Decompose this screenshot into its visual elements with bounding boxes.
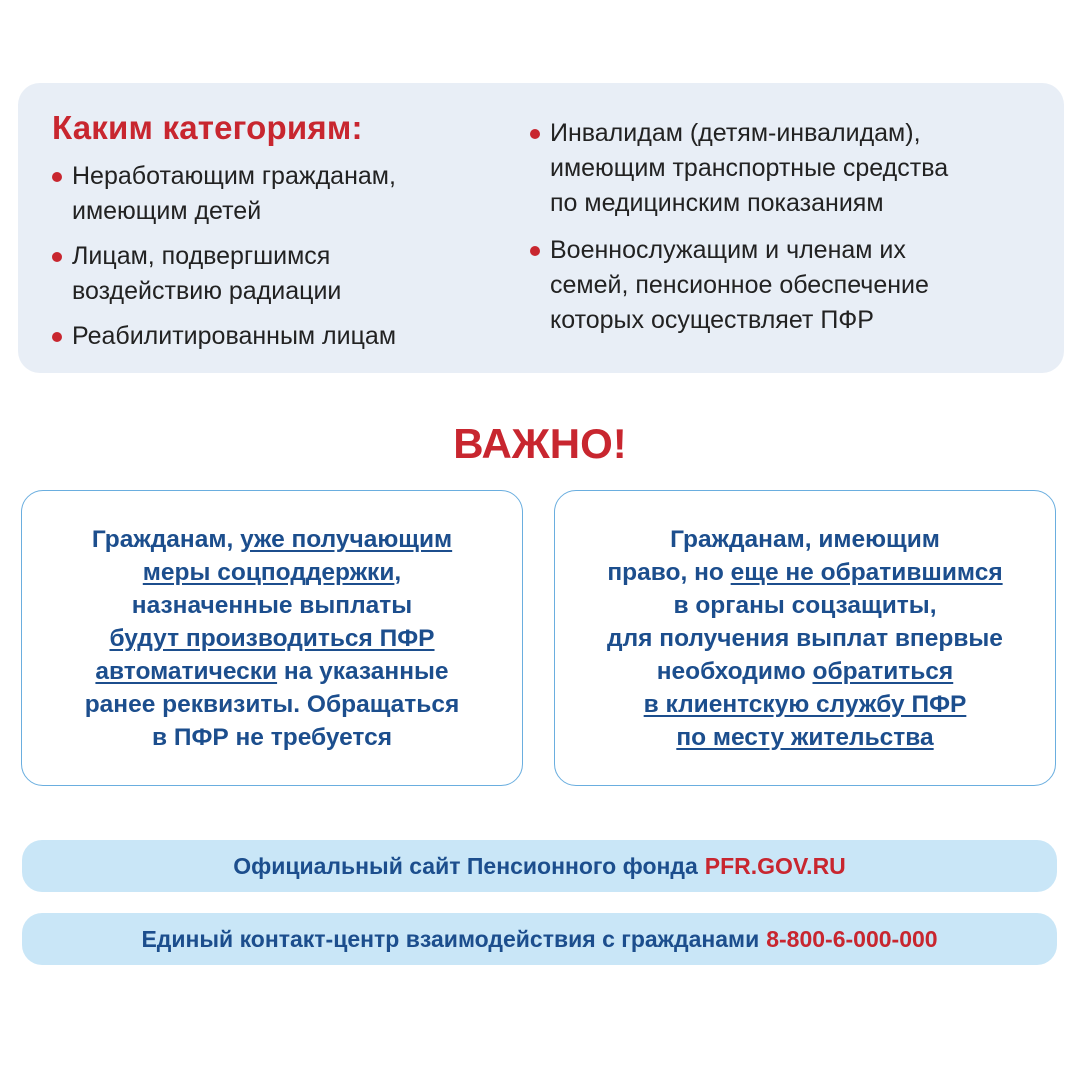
official-site-bar [22, 840, 1057, 892]
info-text-plain: Гражданам, имеющим право, но [607, 525, 940, 586]
info-box-existing-recipients [21, 490, 523, 786]
bullet-dot-icon [52, 332, 62, 342]
category-item [52, 239, 492, 309]
category-item [530, 233, 1050, 338]
info-box-text [607, 523, 1003, 754]
official-site-label: Официальный сайт Пенсионного фонда [233, 852, 698, 879]
categories-panel [18, 83, 1064, 373]
category-item [530, 116, 1050, 221]
contact-center-bar [22, 913, 1057, 965]
categories-right-column [530, 116, 1050, 350]
bullet-dot-icon [52, 252, 62, 262]
bullet-dot-icon [530, 129, 540, 139]
category-item-text: Неработающим гражданам, имеющим детей [72, 162, 396, 225]
info-text-plain: , назначенные выплаты [131, 558, 413, 619]
info-text-emphasis: уже получающим меры соцподдержки [142, 525, 453, 586]
contact-center-label: Единый контакт-центр взаимодействия с гражданами [141, 925, 760, 952]
important-heading: ВАЖНО! [453, 420, 627, 467]
category-item-text: Инвалидам (детям-инвалидам), имеющим транспортные средства по медицинским показаниям [550, 119, 949, 217]
info-text-plain: на указанные ранее реквизиты. Обращаться в ПФР не требуется [84, 657, 460, 751]
info-text-emphasis: будут производиться ПФР автоматически [95, 624, 435, 685]
official-site-link[interactable]: PFR.GOV.RU [704, 852, 846, 879]
info-text-emphasis: еще не обратившимся [730, 558, 1003, 586]
info-box-text [85, 523, 460, 754]
info-text-emphasis: обратиться в клиентскую службу ПФР по месту жительства [643, 657, 967, 751]
info-text-plain: в органы соцзащиты, для получения выплат впервые необходимо [607, 591, 1003, 685]
category-item-text: Лицам, подвергшимся воздействию радиации [72, 242, 342, 305]
category-item-text: Реабилитированным лицам [72, 322, 397, 350]
categories-left-column [52, 159, 492, 364]
bullet-dot-icon [530, 246, 540, 256]
category-item [52, 159, 492, 229]
info-box-new-applicants [554, 490, 1056, 786]
category-item-text: Военнослужащим и членам их семей, пенсионное обеспечение которых осуществляет ПФР [550, 236, 929, 334]
bullet-dot-icon [52, 172, 62, 182]
category-item [52, 319, 492, 354]
info-text-plain: Гражданам, [91, 525, 241, 553]
categories-title: Каким категориям: [52, 109, 363, 146]
contact-center-phone[interactable]: 8-800-6-000-000 [766, 925, 938, 952]
